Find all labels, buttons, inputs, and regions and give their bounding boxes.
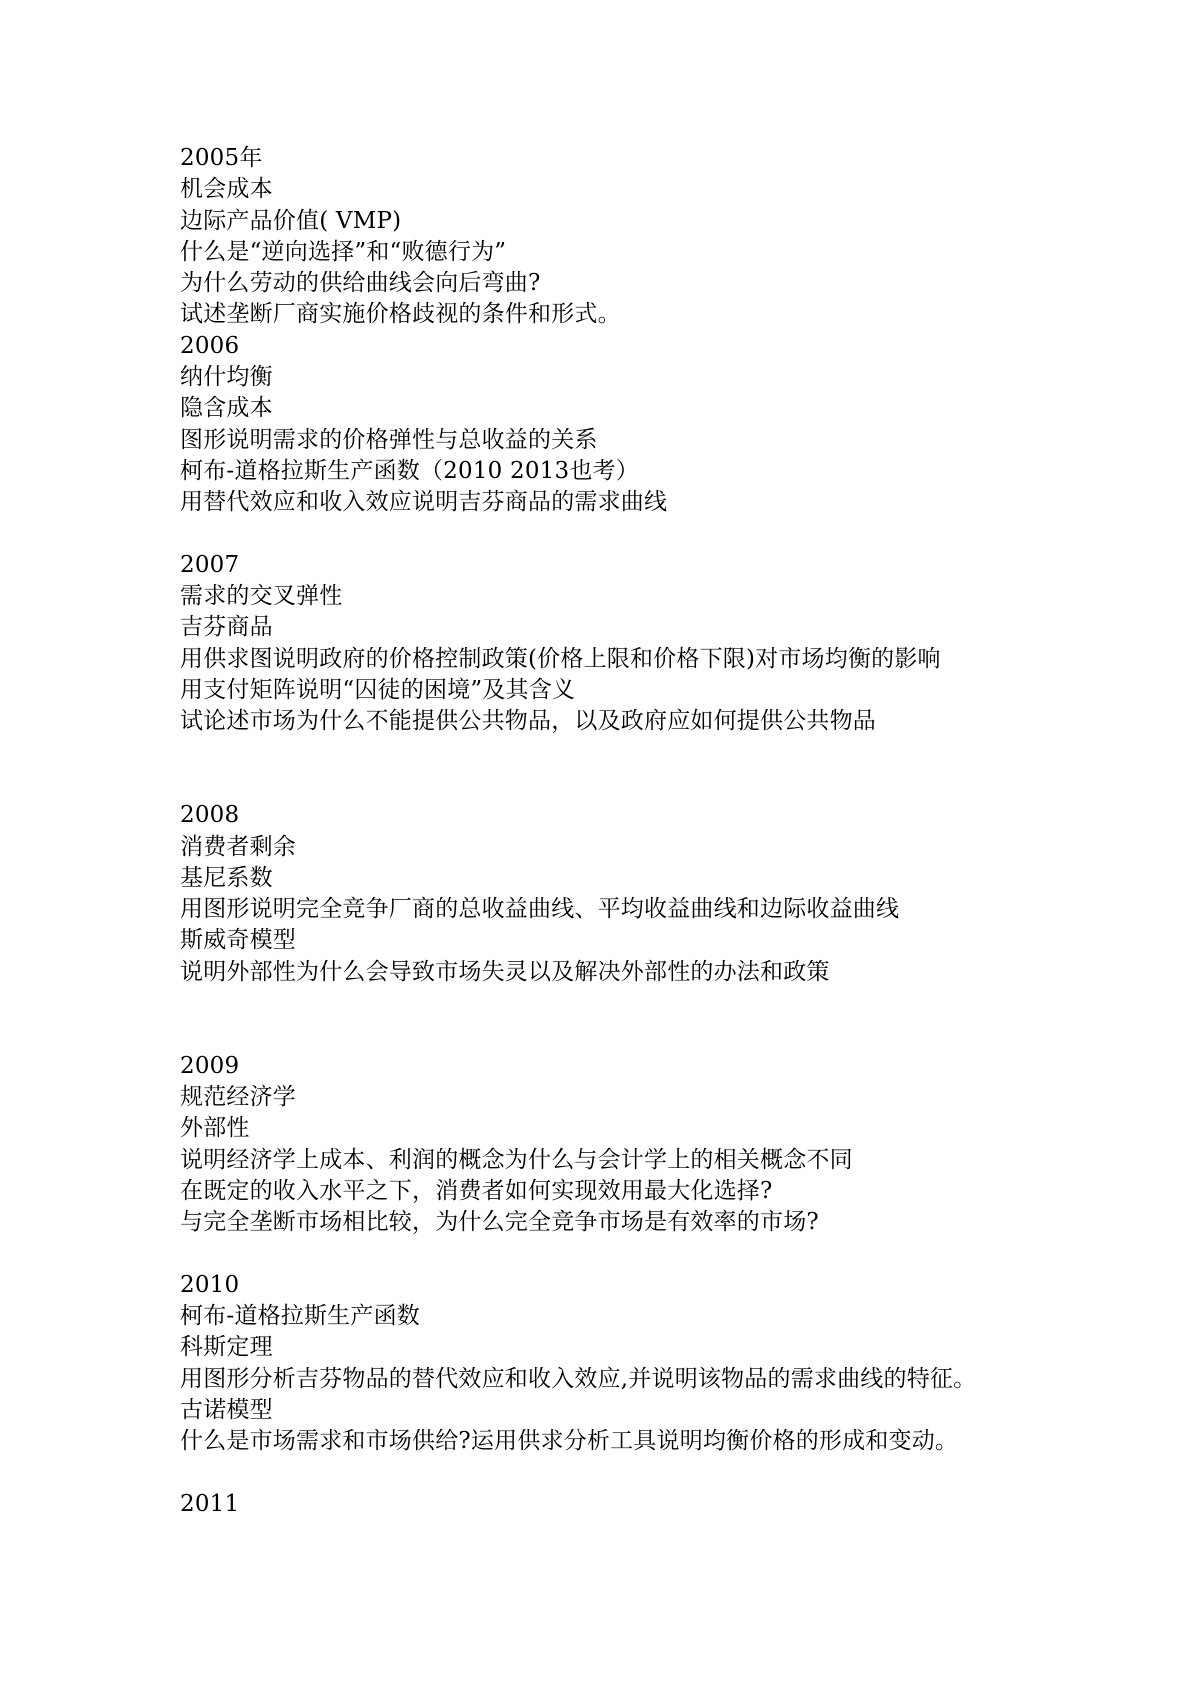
list-item: 用图形说明完全竞争厂商的总收益曲线、平均收益曲线和边际收益曲线 — [180, 896, 900, 923]
list-item: 说明外部性为什么会导致市场失灵以及解决外部性的办法和政策 — [180, 958, 830, 985]
section-2010 — [180, 1270, 1140, 1458]
list-item: 用图形分析吉芬物品的替代效应和收入效应,并说明该物品的需求曲线的特征。 — [180, 1365, 977, 1392]
list-item: 古诺模型 — [180, 1396, 273, 1423]
section-2005 — [180, 143, 1140, 331]
list-item: 用替代效应和收入效应说明吉芬商品的需求曲线 — [180, 489, 668, 516]
blank-line — [180, 519, 1140, 550]
section-2008 — [180, 800, 1140, 988]
list-item: 机会成本 — [180, 176, 273, 203]
document-body — [180, 143, 1140, 1520]
year-heading: 2006 — [180, 332, 240, 359]
section-2009 — [180, 1051, 1140, 1239]
blank-line — [180, 988, 1140, 1051]
year-heading: 2009 — [180, 1052, 240, 1079]
list-item: 吉芬商品 — [180, 614, 273, 641]
list-item: 隐含成本 — [180, 395, 273, 422]
year-heading: 2008 — [180, 802, 240, 829]
list-item: 外部性 — [180, 1115, 250, 1142]
list-item: 用供求图说明政府的价格控制政策(价格上限和价格下限)对市场均衡的影响 — [180, 645, 941, 672]
list-item: 柯布-道格拉斯生产函数（2010 2013也考） — [180, 457, 639, 484]
list-item: 纳什均衡 — [180, 364, 273, 391]
blank-line — [180, 1238, 1140, 1269]
list-item: 图形说明需求的价格弹性与总收益的关系 — [180, 426, 598, 453]
list-item: 消费者剩余 — [180, 833, 296, 860]
list-item: 什么是市场需求和市场供给?运用供求分析工具说明均衡价格的形成和变动。 — [180, 1428, 959, 1455]
year-heading: 2010 — [180, 1271, 240, 1298]
list-item: 科斯定理 — [180, 1334, 273, 1361]
list-item: 什么是“逆向选择”和“败德行为” — [180, 238, 507, 265]
blank-line — [180, 1457, 1140, 1488]
section-2006 — [180, 331, 1140, 519]
list-item: 用支付矩阵说明“囚徒的困境”及其含义 — [180, 677, 576, 704]
section-2011 — [180, 1489, 1140, 1520]
list-item: 需求的交叉弹性 — [180, 583, 343, 610]
list-item: 基尼系数 — [180, 864, 273, 891]
blank-line — [180, 738, 1140, 801]
year-heading: 2011 — [180, 1490, 240, 1517]
section-2007 — [180, 550, 1140, 738]
list-item: 斯威奇模型 — [180, 927, 296, 954]
list-item: 为什么劳动的供给曲线会向后弯曲? — [180, 270, 541, 297]
list-item: 规范经济学 — [180, 1083, 296, 1110]
list-item: 说明经济学上成本、利润的概念为什么与会计学上的相关概念不同 — [180, 1146, 853, 1173]
list-item: 试论述市场为什么不能提供公共物品，以及政府应如何提供公共物品 — [180, 708, 876, 735]
year-heading: 2005年 — [180, 145, 263, 171]
list-item: 试述垄断厂商实施价格歧视的条件和形式。 — [180, 301, 621, 328]
list-item: 柯布-道格拉斯生产函数 — [180, 1302, 420, 1329]
list-item: 边际产品价值( VMP) — [180, 207, 402, 234]
list-item: 在既定的收入水平之下，消费者如何实现效用最大化选择? — [180, 1177, 773, 1204]
year-heading: 2007 — [180, 551, 240, 578]
list-item: 与完全垄断市场相比较，为什么完全竞争市场是有效率的市场? — [180, 1209, 819, 1236]
